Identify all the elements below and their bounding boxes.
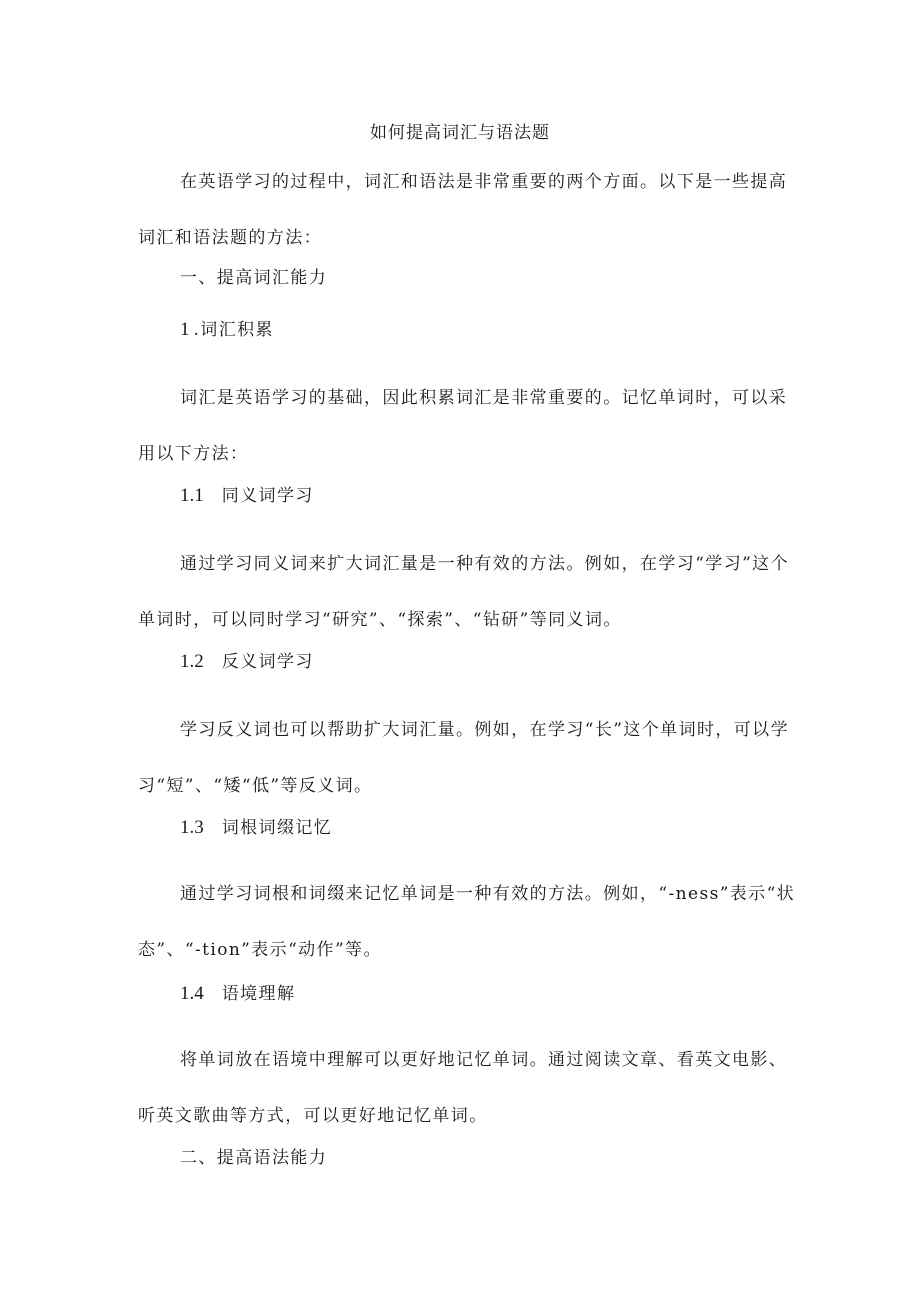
item-number: 1.1 <box>180 485 204 506</box>
item-label: 反义词学习 <box>221 652 314 672</box>
item-number: 1.2 <box>180 651 204 672</box>
item-label: 同义词学习 <box>221 486 314 506</box>
context-paragraph: 将单词放在语境中理解可以更好地记忆单词。通过阅读文章、看英文电影、听英文歌曲等方式，可以更好地记忆单词。 <box>138 1050 788 1126</box>
item-label: 词根词缀记忆 <box>221 818 333 838</box>
item-heading-antonyms <box>180 650 314 674</box>
section-heading-grammar: 二、提高语法能力 <box>180 1148 328 1168</box>
item-heading-synonyms <box>180 484 314 508</box>
roots-affixes-paragraph: 通过学习词根和词缀来记忆单词是一种有效的方法。例如，“-ness”表示“状态”、“-tion”表示“动作”等。 <box>138 884 796 960</box>
document-title: 如何提高词汇与语法题 <box>370 123 550 143</box>
subsection-heading-accumulation <box>180 318 274 342</box>
subsection-number: 1 <box>180 319 190 340</box>
accumulation-paragraph: 词汇是英语学习的基础，因此积累词汇是非常重要的。记忆单词时，可以采用以下方法： <box>138 388 788 464</box>
item-number: 1.3 <box>180 817 204 838</box>
intro-paragraph: 在英语学习的过程中，词汇和语法是非常重要的两个方面。以下是一些提高词汇和语法题的方法： <box>138 172 788 248</box>
synonyms-paragraph: 通过学习同义词来扩大词汇量是一种有效的方法。例如，在学习“学习”这个单词时，可以同时学习“研究”、“探索”、“钻研”等同义词。 <box>138 554 789 630</box>
subsection-label: .词汇积累 <box>193 320 274 340</box>
antonyms-paragraph: 学习反义词也可以帮助扩大词汇量。例如，在学习“长”这个单词时，可以学习“短”、“矮“低”等反义词。 <box>138 720 789 796</box>
section-heading-vocabulary: 一、提高词汇能力 <box>180 268 328 288</box>
item-heading-roots-affixes <box>180 816 332 840</box>
item-heading-context <box>180 982 295 1006</box>
item-number: 1.4 <box>180 983 204 1004</box>
item-label: 语境理解 <box>221 984 296 1004</box>
